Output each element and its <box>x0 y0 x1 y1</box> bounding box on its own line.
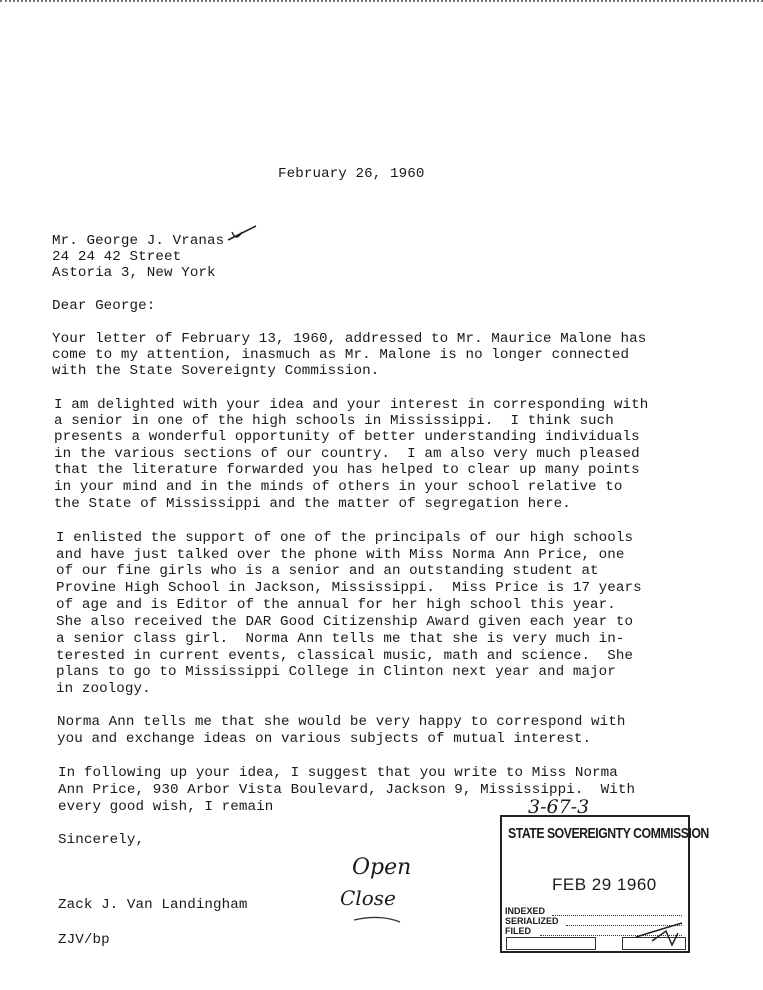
paragraph-1-line: Your letter of February 13, 1960, addressed to Mr. Maurice Malone has <box>52 331 647 347</box>
address-line-city: Astoria 3, New York <box>52 265 216 281</box>
stamp-scribble-mark <box>632 917 692 957</box>
commission-received-stamp <box>500 815 709 953</box>
letter-date: February 26, 1960 <box>278 166 425 182</box>
signer-name: Zack J. Van Landingham <box>58 897 248 913</box>
paragraph-1-line: with the State Sovereignty Commission. <box>52 363 380 379</box>
paragraph-3-line: in zoology. <box>56 681 151 697</box>
paragraph-3-line: a senior class girl. Norma Ann tells me that she is very much in- <box>56 631 625 647</box>
paragraph-2-line: the State of Mississippi and the matter of segregation here. <box>54 496 571 512</box>
paragraph-3-line: and have just talked over the phone with Miss Norma Ann Price, one <box>56 547 625 563</box>
handwritten-note-open: Open <box>352 855 412 880</box>
paragraph-3-line: plans to go to Mississippi College in Clinton next year and major <box>56 664 616 680</box>
paragraph-2-line: presents a wonderful opportunity of better understanding individuals <box>54 429 640 445</box>
paragraph-5-line: Ann Price, 930 Arbor Vista Boulevard, Jackson 9, Mississippi. With <box>58 782 636 798</box>
handwritten-note-close: Close <box>340 886 396 910</box>
paragraph-4-line: Norma Ann tells me that she would be very happy to correspond with <box>57 714 626 730</box>
handwritten-file-number: 3-67-3 <box>528 796 590 818</box>
paragraph-1-line: come to my attention, inasmuch as Mr. Malone is no longer connected <box>52 347 630 363</box>
paragraph-2-line: in your mind and in the minds of others in your school relative to <box>54 479 623 495</box>
stamp-field-indexed: INDEXED <box>505 906 546 916</box>
paragraph-3-line: terested in current events, classical music, math and science. She <box>56 648 634 664</box>
paragraph-2-line: I am delighted with your idea and your interest in corresponding with <box>54 397 649 413</box>
closing: Sincerely, <box>58 832 145 848</box>
typist-initials: ZJV/bp <box>58 932 110 948</box>
paragraph-2-line: that the literature forwarded you has helped to clear up many points <box>54 462 640 478</box>
paragraph-4-line: you and exchange ideas on various subjects of mutual interest. <box>57 731 592 747</box>
paragraph-5-line: In following up your idea, I suggest that you write to Miss Norma <box>58 765 618 781</box>
paragraph-2-line: in the various sections of our country. I am also very much pleased <box>54 446 640 462</box>
stamp-date: FEB 29 1960 <box>552 875 657 894</box>
paragraph-5-line: every good wish, I remain <box>58 799 274 815</box>
paragraph-3-line: of our fine girls who is a senior and an outstanding student at <box>56 563 599 579</box>
handwritten-correction-mark <box>222 222 262 246</box>
handwritten-underline <box>350 912 410 932</box>
stamp-field-serialized: SERIALIZED <box>505 916 559 926</box>
paragraph-3-line: Provine High School in Jackson, Mississippi. Miss Price is 17 years <box>56 580 642 596</box>
stamp-field-filed: FILED <box>505 926 531 936</box>
stamp-box-left <box>506 937 596 950</box>
paragraph-3-line: of age and is Editor of the annual for her high school this year. <box>56 597 616 613</box>
address-line-street: 24 24 42 Street <box>52 249 182 265</box>
paragraph-3-line: She also received the DAR Good Citizenship Award given each year to <box>56 614 634 630</box>
salutation: Dear George: <box>52 298 156 314</box>
page-top-edge <box>0 0 763 6</box>
address-line-name: Mr. George J. Vranas <box>52 233 225 249</box>
stamp-dotted-line <box>552 915 682 916</box>
paragraph-3-line: I enlisted the support of one of the principals of our high schools <box>56 530 634 546</box>
paragraph-2-line: a senior in one of the high schools in Mississippi. I think such <box>54 413 614 429</box>
stamp-title: STATE SOVEREIGNTY COMMISSION <box>508 825 709 842</box>
